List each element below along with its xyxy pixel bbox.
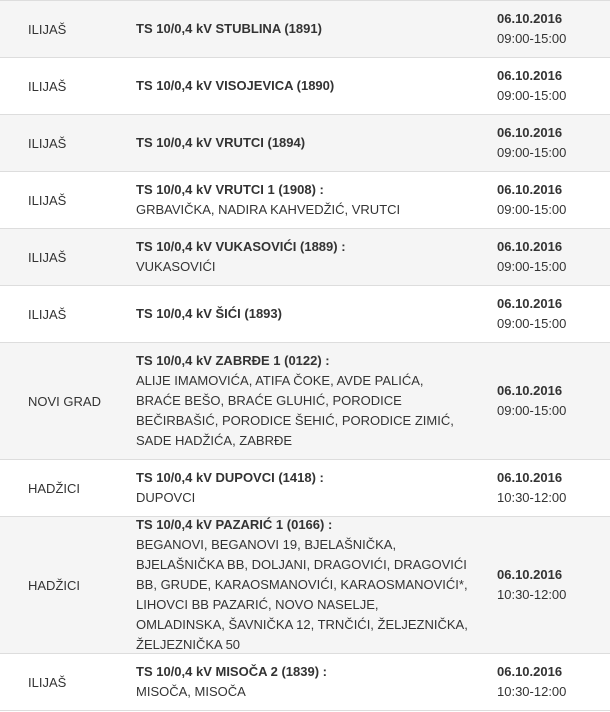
outage-time: 09:00-15:00 bbox=[497, 403, 567, 418]
station-name: TS 10/0,4 kV VRUTCI (1894) bbox=[136, 135, 306, 150]
outage-time: 10:30-12:00 bbox=[497, 587, 567, 602]
station-name: TS 10/0,4 kV ZABRĐE 1 (0122) : bbox=[136, 353, 330, 368]
streets-list: MISOČA, MISOČA bbox=[136, 684, 246, 699]
streets-list: GRBAVIČKA, NADIRA KAHVEDŽIĆ, VRUTCI bbox=[136, 202, 401, 217]
station-cell bbox=[136, 351, 468, 451]
outage-time: 10:30-12:00 bbox=[497, 490, 567, 505]
station-name: TS 10/0,4 kV VUKASOVIĆI (1889) : bbox=[136, 239, 346, 254]
table-row bbox=[0, 654, 610, 711]
station-name: TS 10/0,4 kV VRUTCI 1 (1908) : bbox=[136, 182, 324, 197]
outage-date: 06.10.2016 bbox=[497, 239, 563, 254]
outage-date: 06.10.2016 bbox=[497, 182, 563, 197]
outage-date: 06.10.2016 bbox=[497, 383, 563, 398]
table-row bbox=[0, 1, 610, 58]
municipality-cell: ILIJAŠ bbox=[28, 674, 67, 690]
schedule-cell bbox=[468, 123, 610, 163]
table-row bbox=[0, 115, 610, 172]
municipality-cell: ILIJAŠ bbox=[28, 249, 67, 265]
outage-date: 06.10.2016 bbox=[497, 664, 563, 679]
municipality-cell: HADŽICI bbox=[28, 480, 80, 496]
outage-date: 06.10.2016 bbox=[497, 567, 563, 582]
table-row bbox=[0, 172, 610, 229]
station-name: TS 10/0,4 kV ŠIĆI (1893) bbox=[136, 306, 282, 321]
table-row bbox=[0, 229, 610, 286]
outage-date: 06.10.2016 bbox=[497, 11, 563, 26]
station-name: TS 10/0,4 kV STUBLINA (1891) bbox=[136, 21, 322, 36]
table-row bbox=[0, 343, 610, 460]
schedule-cell bbox=[468, 662, 610, 702]
station-name: TS 10/0,4 kV DUPOVCI (1418) : bbox=[136, 470, 324, 485]
table-row bbox=[0, 286, 610, 343]
outage-time: 09:00-15:00 bbox=[497, 145, 567, 160]
municipality-cell: ILIJAŠ bbox=[28, 78, 67, 94]
schedule-cell bbox=[468, 237, 610, 277]
streets-list: DUPOVCI bbox=[136, 490, 196, 505]
schedule-cell bbox=[468, 9, 610, 49]
schedule-cell bbox=[468, 294, 610, 334]
schedule-cell bbox=[468, 180, 610, 220]
outage-date: 06.10.2016 bbox=[497, 68, 563, 83]
station-cell bbox=[136, 304, 468, 324]
streets-list: VUKASOVIĆI bbox=[136, 259, 216, 274]
streets-list: ALIJE IMAMOVIĆA, ATIFA ČOKE, AVDE PALIĆA, BRAĆE BEŠO, BRAĆE GLUHIĆ, PORODICE BEČIRBAŠIĆ, PORODICE ŠEHIĆ, PORODICE ZIMIĆ, SADE HADŽIĆA, ZABRĐE bbox=[136, 373, 454, 448]
schedule-cell bbox=[468, 381, 610, 421]
station-cell bbox=[136, 133, 468, 153]
station-cell bbox=[136, 515, 468, 655]
station-name: TS 10/0,4 kV MISOČA 2 (1839) : bbox=[136, 664, 327, 679]
municipality-cell: ILIJAŠ bbox=[28, 192, 67, 208]
outage-date: 06.10.2016 bbox=[497, 296, 563, 311]
schedule-cell bbox=[468, 468, 610, 508]
station-name: TS 10/0,4 kV PAZARIĆ 1 (0166) : bbox=[136, 517, 333, 532]
schedule-cell bbox=[468, 565, 610, 605]
municipality-cell: NOVI GRAD bbox=[28, 393, 101, 409]
schedule-cell bbox=[468, 66, 610, 106]
station-name: TS 10/0,4 kV VISOJEVICA (1890) bbox=[136, 78, 335, 93]
outage-time: 09:00-15:00 bbox=[497, 316, 567, 331]
station-cell bbox=[136, 19, 468, 39]
outage-time: 09:00-15:00 bbox=[497, 202, 567, 217]
station-cell bbox=[136, 76, 468, 96]
municipality-cell: ILIJAŠ bbox=[28, 21, 67, 37]
table-row bbox=[0, 517, 610, 654]
outage-time: 09:00-15:00 bbox=[497, 259, 567, 274]
outage-time: 09:00-15:00 bbox=[497, 88, 567, 103]
municipality-cell: ILIJAŠ bbox=[28, 306, 67, 322]
streets-list: BEGANOVI, BEGANOVI 19, BJELAŠNIČKA, BJELAŠNIČKA BB, DOLJANI, DRAGOVIĆI, DRAGOVIĆI BB, GRUDE, KARAOSMANOVIĆI, KARAOSMANOVIĆI*, LIHOVCI BB PAZARIĆ, NOVO NASELJE, OMLADINSKA, ŠAVNIČKA 12, TRNČIĆI, ŽELJEZNIČKA, ŽELJEZNIČKA 50 bbox=[136, 537, 468, 652]
station-cell bbox=[136, 237, 468, 277]
table-row bbox=[0, 58, 610, 115]
outage-date: 06.10.2016 bbox=[497, 125, 563, 140]
station-cell bbox=[136, 662, 468, 702]
table-row bbox=[0, 460, 610, 517]
municipality-cell: ILIJAŠ bbox=[28, 135, 67, 151]
outage-time: 10:30-12:00 bbox=[497, 684, 567, 699]
outage-time: 09:00-15:00 bbox=[497, 31, 567, 46]
outage-date: 06.10.2016 bbox=[497, 470, 563, 485]
station-cell bbox=[136, 180, 468, 220]
municipality-cell: HADŽICI bbox=[28, 577, 80, 593]
station-cell bbox=[136, 468, 468, 508]
